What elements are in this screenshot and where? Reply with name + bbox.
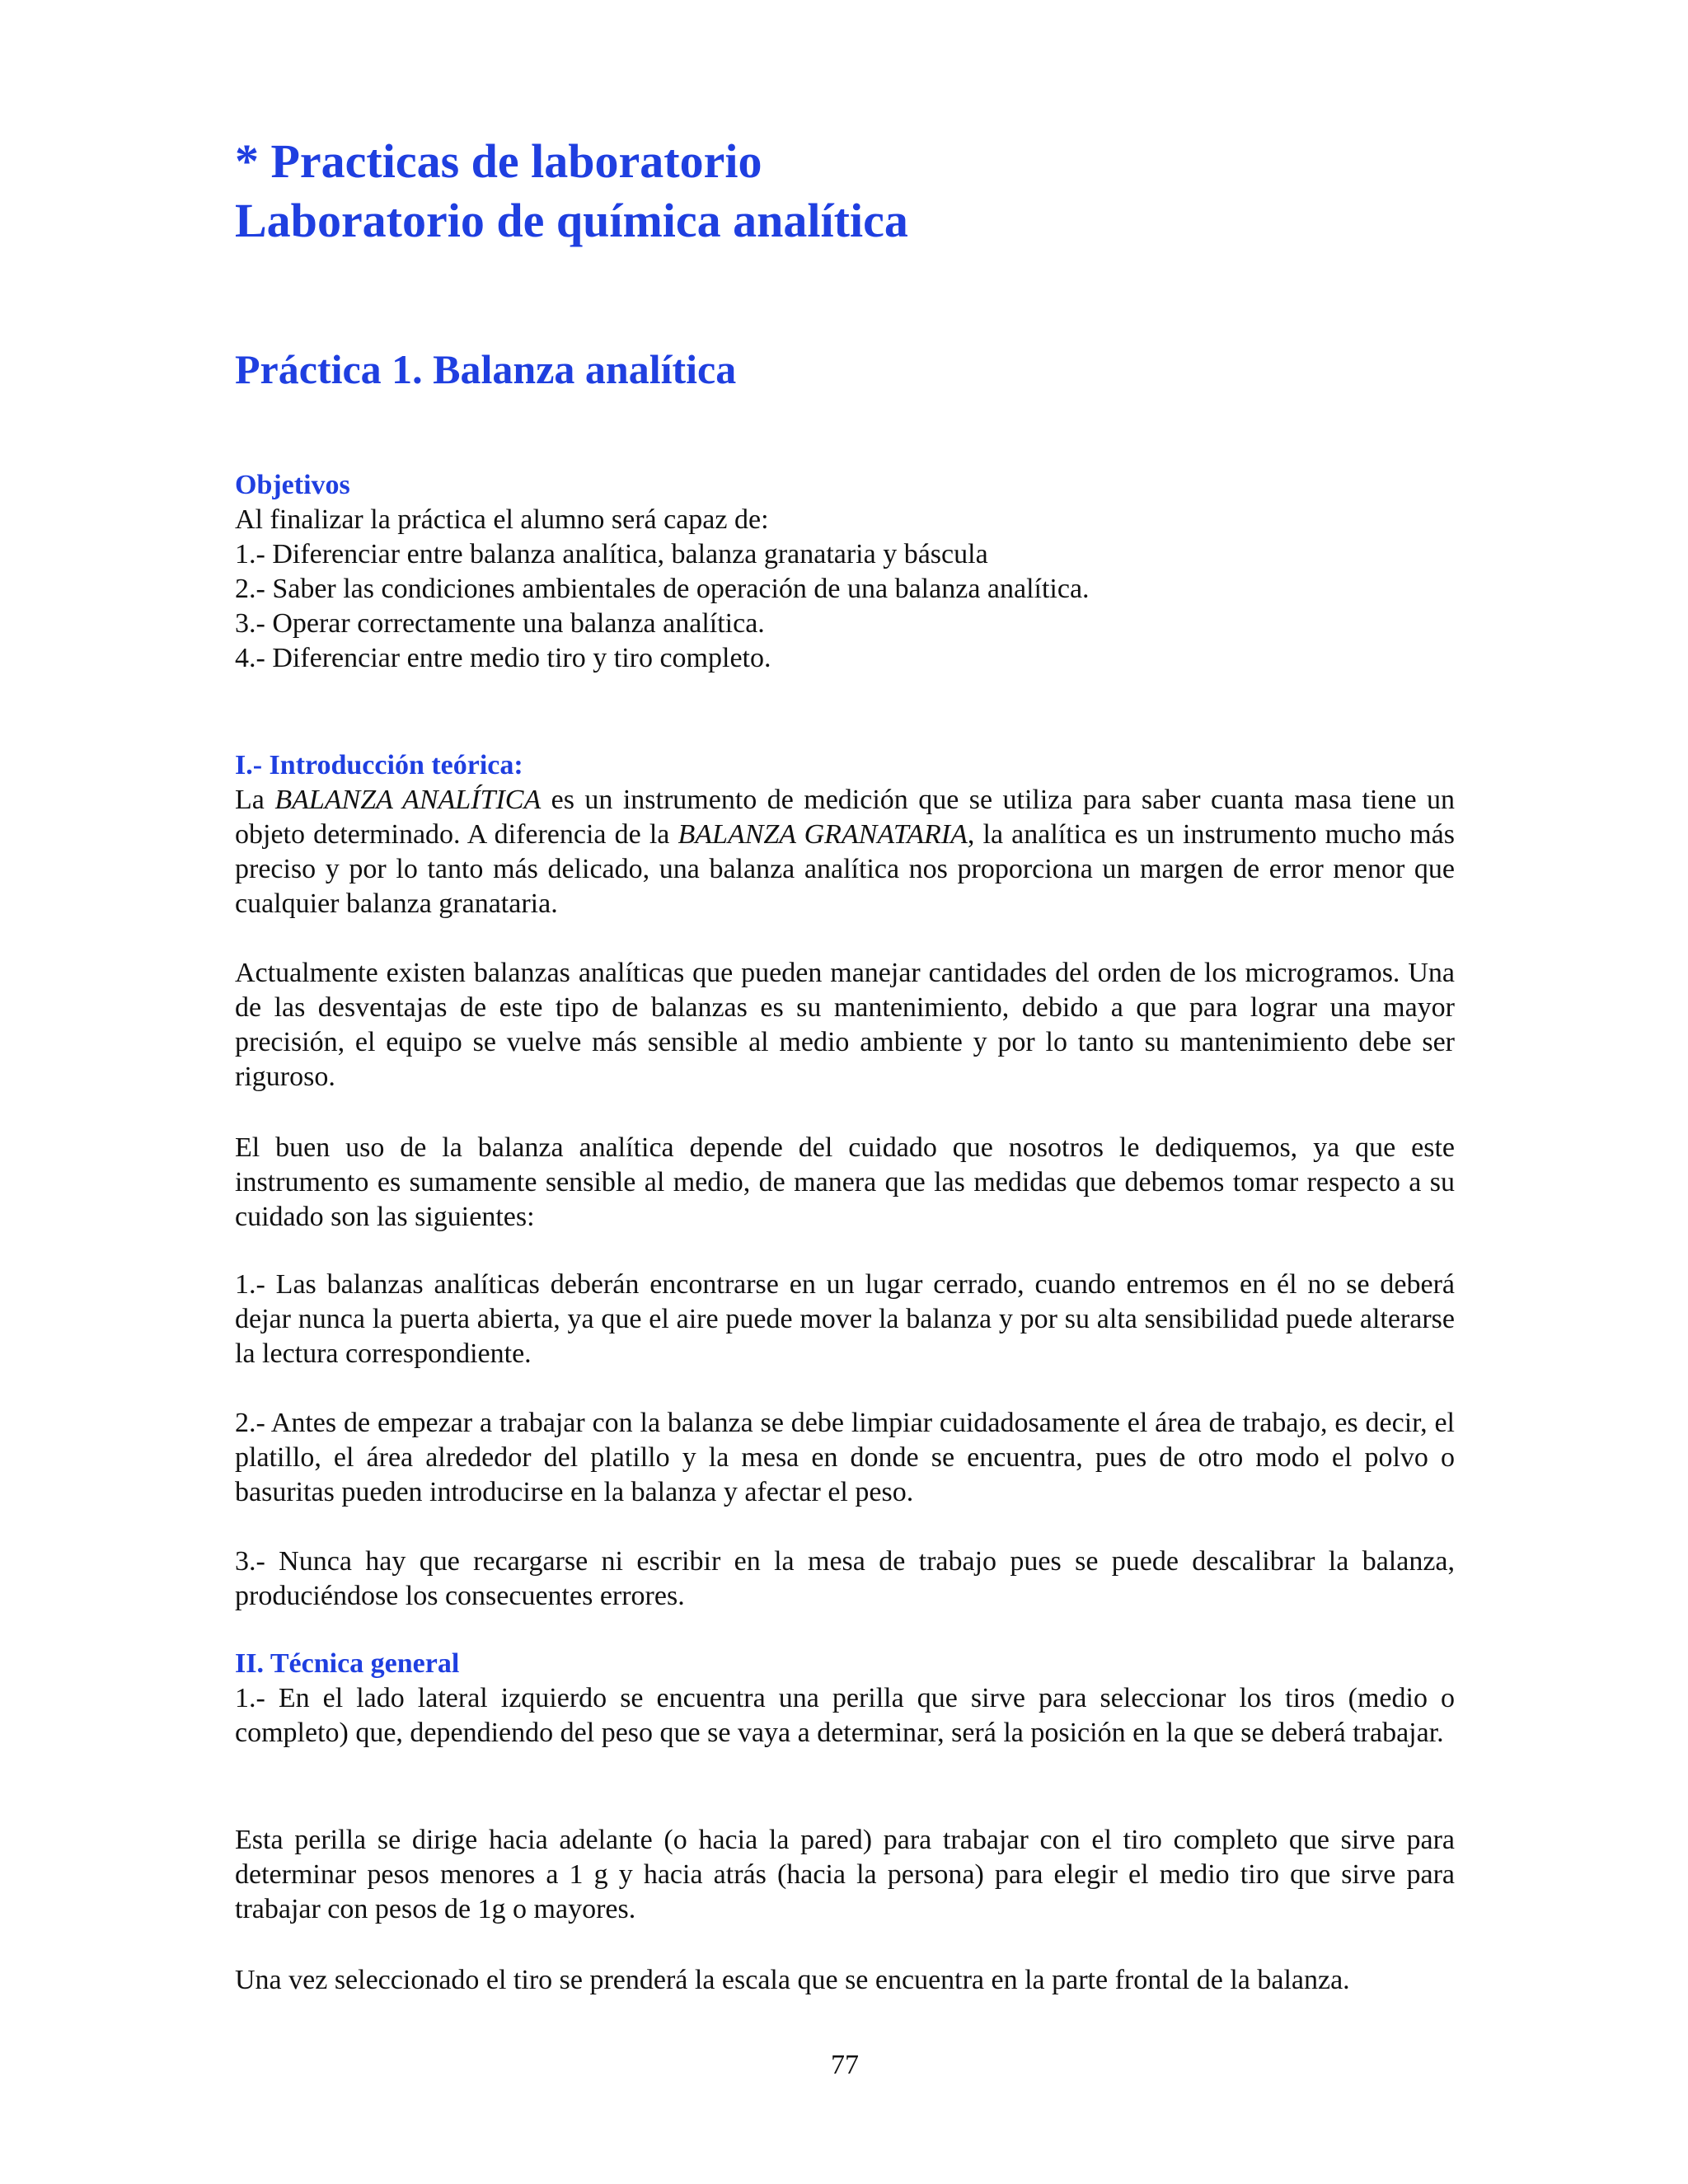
intro-p1-text-a: La: [235, 785, 275, 815]
title-line-1: * Practicas de laboratorio: [235, 134, 762, 188]
objectives-heading: Objetivos: [235, 470, 350, 500]
title-line-2: Laboratorio de química analítica: [235, 194, 908, 247]
technique-section: [235, 1647, 1455, 1750]
objective-item: 4.- Diferenciar entre medio tiro y tiro completo.: [235, 643, 771, 673]
practice-title: Práctica 1. Balanza analítica: [235, 346, 737, 392]
introduction-section: [235, 748, 1455, 921]
objective-item: 1.- Diferenciar entre balanza analítica, balanza granataria y báscula: [235, 539, 988, 569]
intro-paragraph-3: El buen uso de la balanza analítica depende del cuidado que nosotros le dediquemos, ya que este instrumento es sumamente sensible al medio, de manera que las medidas que debemos tomar respecto a su cuidado son las siguientes:: [235, 1132, 1455, 1232]
document-page: [235, 132, 1456, 2080]
technique-paragraph-2: Esta perilla se dirige hacia adelante (o hacia la pared) para trabajar con el tiro completo que sirve para determinar pesos menores a 1 g y hacia atrás (hacia la persona) para elegir el medio tiro que sirve para trabajar con pesos de 1g o mayores.: [235, 1825, 1455, 1924]
technique-paragraph-3: Una vez seleccionado el tiro se prenderá la escala que se encuentra en la parte frontal de la balanza.: [235, 1965, 1350, 1995]
objectives-intro: Al finalizar la práctica el alumno será capaz de:: [235, 504, 769, 535]
document-title: [235, 132, 1455, 251]
page-number: 77: [831, 2050, 859, 2080]
intro-p1-text-b: es un instrumento de medición que se utiliza para saber cuanta masa tiene un objeto determinado. A diferencia de la: [235, 785, 1456, 850]
care-item-1: 1.- Las balanzas analíticas deberán encontrarse en un lugar cerrado, cuando entremos en él no se deberá dejar nunca la puerta abierta, ya que el aire puede mover la balanza y por su alta sensibilidad puede alterarse la lectura correspondiente.: [235, 1269, 1455, 1369]
care-item-2: 2.- Antes de empezar a trabajar con la balanza se debe limpiar cuidadosamente el área de trabajo, es decir, el platillo, el área alrededor del platillo y la mesa en donde se encuentra, pues de otro modo el polvo o basuritas pueden introducirse en la balanza y afectar el peso.: [235, 1408, 1455, 1507]
objective-item: 2.- Saber las condiciones ambientales de operación de una balanza analítica.: [235, 574, 1090, 604]
care-item-3: 3.- Nunca hay que recargarse ni escribir en la mesa de trabajo pues se puede descalibrar la balanza, produciéndose los consecuentes errores.: [235, 1546, 1455, 1611]
intro-p1-emphasis-granataria: BALANZA GRANATARIA: [678, 819, 968, 850]
intro-p1-emphasis-analitica: BALANZA ANALÍTICA: [274, 785, 542, 815]
technique-paragraph-1: 1.- En el lado lateral izquierdo se encuentra una perilla que sirve para seleccionar los tiros (medio o completo) que, dependiendo del peso que se vaya a determinar, será la posición en la que se deberá trabajar.: [235, 1683, 1455, 1748]
technique-heading: II. Técnica general: [235, 1648, 460, 1679]
introduction-heading: I.- Introducción teórica:: [235, 750, 523, 780]
intro-p1-text-c: , la analítica es un instrumento mucho más preciso y por lo tanto más delicado, una balanza analítica nos proporciona un margen de error menor que cualquier balanza granataria.: [235, 819, 1455, 919]
intro-paragraph-2: Actualmente existen balanzas analíticas que pueden manejar cantidades del orden de los microgramos. Una de las desventajas de este tipo de balanzas es su mantenimiento, debido a que para lograr una mayor precisión, el equipo se vuelve más sensible al medio ambiente y por lo tanto su mantenimiento debe ser riguroso.: [235, 958, 1455, 1092]
objective-item: 3.- Operar correctamente una balanza analítica.: [235, 608, 765, 639]
intro-paragraph-1: [235, 783, 1455, 921]
objectives-section: [235, 468, 1455, 676]
